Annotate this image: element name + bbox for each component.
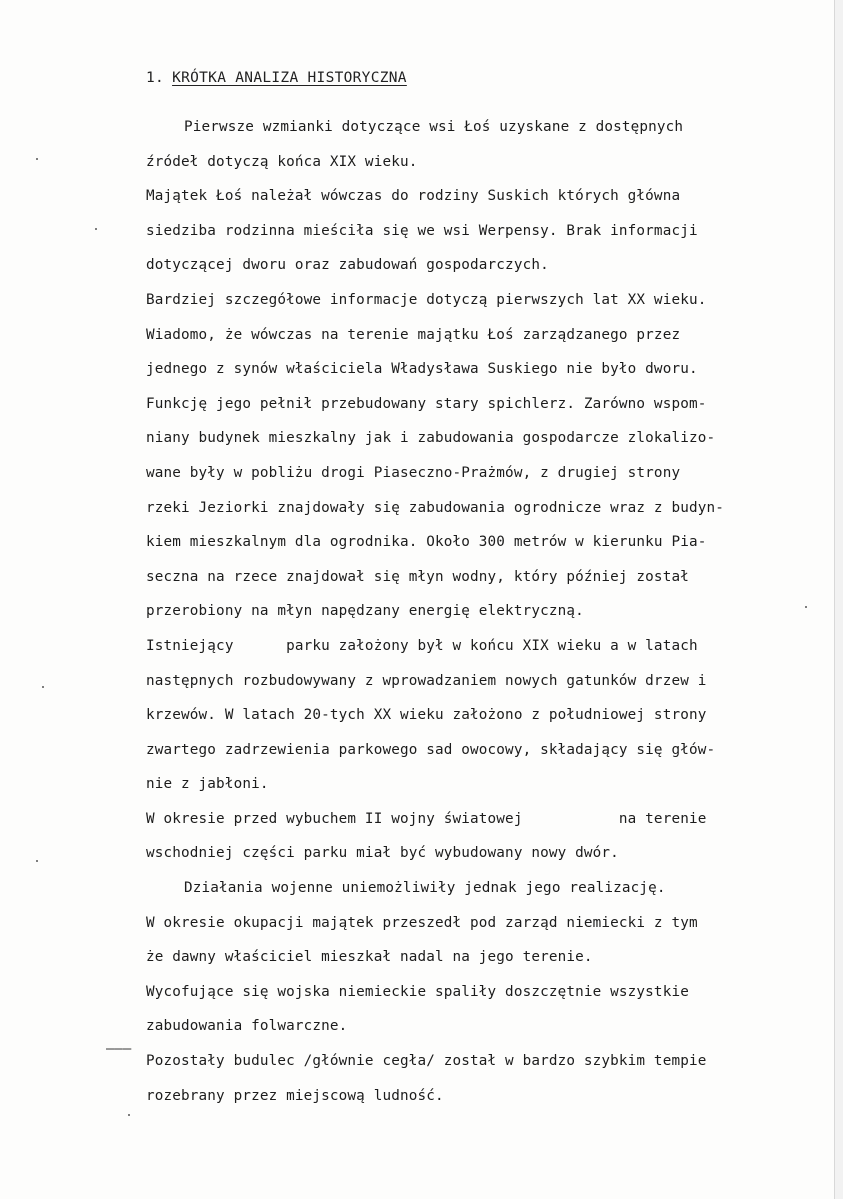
text-line: niany budynek mieszkalny jak i zabudowania gospodarcze zlokalizo-: [146, 430, 716, 447]
section-title: KRÓTKA ANALIZA HISTORYCZNA: [172, 70, 407, 86]
section-heading: [146, 70, 407, 86]
text-line: jednego z synów właściciela Władysława Suskiego nie było dworu.: [146, 361, 698, 378]
text-line: W okresie okupacji majątek przeszedł pod zarząd niemiecki z tym: [146, 914, 698, 931]
text-line: że dawny właściciel mieszkał nadal na jego terenie.: [146, 949, 593, 966]
margin-speck: [42, 686, 44, 688]
text-line: Działania wojenne uniemożliwiły jednak jego realizację.: [184, 880, 666, 897]
margin-speck: [95, 228, 97, 230]
text-line: następnych rozbudowywany z wprowadzaniem nowych gatunków drzew i: [146, 672, 707, 689]
text-line: Funkcję jego pełnił przebudowany stary spichlerz. Zarówno wspom-: [146, 395, 707, 412]
text-line: wschodniej części parku miał być wybudowany nowy dwór.: [146, 845, 619, 862]
text-line: dotyczącej dworu oraz zabudowań gospodarczych.: [146, 257, 549, 274]
text-line: przerobiony na młyn napędzany energię elektryczną.: [146, 603, 584, 620]
body-text: [146, 110, 836, 1113]
text-line: Wiadomo, że wówczas na terenie majątku Łoś zarządzanego przez: [146, 326, 681, 343]
text-line: krzewów. W latach 20-tych XX wieku założono z południowej strony: [146, 707, 707, 724]
margin-speck: [36, 860, 38, 862]
text-line: Istniejący parku założony był w końcu XIX wieku a w latach: [146, 637, 698, 654]
text-line: Majątek Łoś należał wówczas do rodziny Suskich których główna: [146, 188, 681, 205]
text-line: Wycofujące się wojska niemieckie spaliły doszczętnie wszystkie: [146, 983, 689, 1000]
text-line: seczna na rzece znajdował się młyn wodny, który później został: [146, 568, 689, 585]
section-number: 1.: [146, 70, 165, 86]
text-line: Pierwsze wzmianki dotyczące wsi Łoś uzyskane z dostępnych: [184, 119, 684, 135]
margin-speck: [128, 1114, 130, 1116]
text-line: Pozostały budulec /głównie cegła/ został w bardzo szybkim tempie: [146, 1053, 707, 1070]
text-line: zwartego zadrzewienia parkowego sad owocowy, składający się głów-: [146, 741, 716, 758]
text-line: wane były w pobliżu drogi Piaseczno-Prażmów, z drugiej strony: [146, 464, 681, 481]
text-line: W okresie przed wybuchem II wojny światowej na terenie: [146, 810, 707, 827]
margin-dash-mark: ———: [106, 1041, 132, 1057]
margin-speck: [805, 606, 807, 608]
text-line: zabudowania folwarczne.: [146, 1018, 348, 1035]
text-line: kiem mieszkalnym dla ogrodnika. Około 300 metrów w kierunku Pia-: [146, 534, 707, 551]
text-line: źródeł dotyczą końca XIX wieku.: [146, 153, 418, 170]
text-line: siedziba rodzinna mieściła się we wsi Werpensy. Brak informacji: [146, 222, 698, 239]
text-line: nie z jabłoni.: [146, 776, 269, 793]
text-line: rzeki Jeziorki znajdowały się zabudowania ogrodnicze wraz z budyn-: [146, 499, 724, 516]
text-line: Bardziej szczegółowe informacje dotyczą pierwszych lat XX wieku.: [146, 291, 707, 308]
margin-speck: [36, 158, 38, 160]
text-line: rozebrany przez miejscową ludność.: [146, 1087, 444, 1104]
